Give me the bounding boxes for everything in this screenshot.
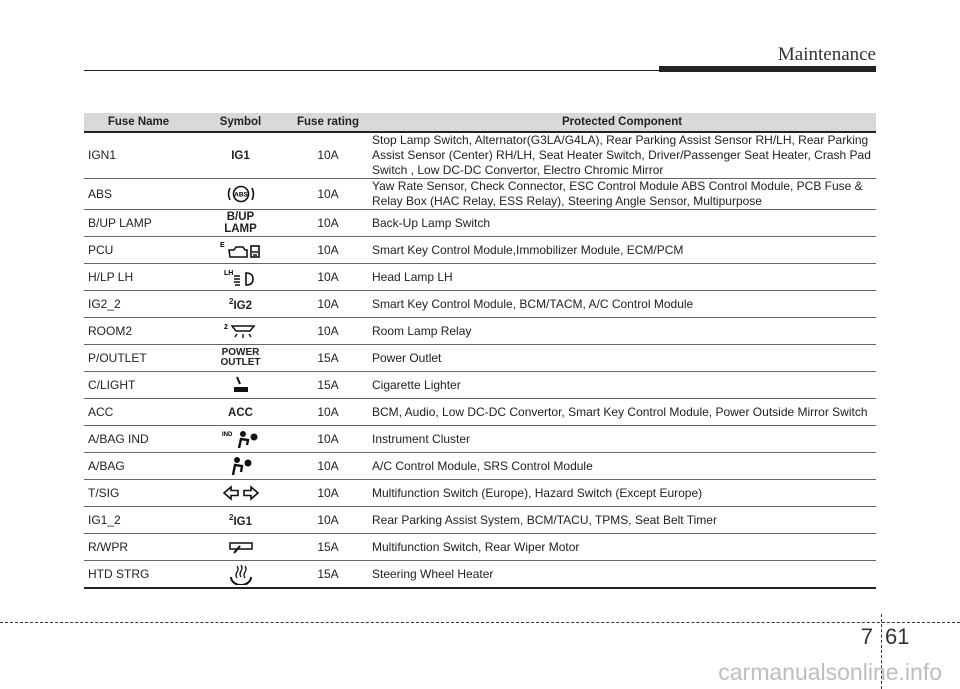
fuse-name-cell: PCU [84, 237, 193, 264]
fuse-name-cell: HTD STRG [84, 561, 193, 589]
fuse-name-cell: IG2_2 [84, 291, 193, 318]
fuse-rating-cell: 10A [288, 453, 368, 480]
page-number: 61 [885, 624, 910, 649]
protected-component-cell: Multifunction Switch (Europe), Hazard Switch (Except Europe) [368, 480, 876, 507]
protected-component-cell: Room Lamp Relay [368, 318, 876, 345]
watermark: carmanualsonline.info [718, 659, 942, 685]
cigarette-lighter-icon [228, 374, 254, 396]
protected-component-cell: Smart Key Control Module,Immobilizer Module, ECM/PCM [368, 237, 876, 264]
fuse-rating-cell: 15A [288, 534, 368, 561]
fuse-rating-cell: 10A [288, 399, 368, 426]
header-rule-thin [84, 70, 660, 71]
fuse-name-cell: ROOM2 [84, 318, 193, 345]
symbol-cell [193, 210, 288, 237]
table-row [84, 318, 876, 345]
symbol-cell [193, 179, 288, 210]
table-row [84, 561, 876, 589]
header-rule-thick [659, 66, 876, 72]
symbol-cell [193, 372, 288, 399]
turn-signal-icon [222, 484, 260, 502]
symbol-cell [193, 345, 288, 372]
column-header-fuse-rating: Fuse rating [288, 113, 368, 132]
table-row [84, 179, 876, 210]
symbol-cell [193, 264, 288, 291]
table-header-row [84, 113, 876, 132]
engine-control-icon [219, 240, 263, 260]
svg-text:LH: LH [223, 270, 233, 277]
symbol-cell [193, 534, 288, 561]
table-row [84, 345, 876, 372]
symbol-label: IG1 [231, 150, 250, 162]
fuse-name-cell: P/OUTLET [84, 345, 193, 372]
fuse-table [84, 113, 876, 589]
airbag-indicator-icon [221, 428, 261, 450]
fuse-name-cell: R/WPR [84, 534, 193, 561]
airbag-icon [226, 455, 256, 477]
table-row [84, 399, 876, 426]
table-row [84, 534, 876, 561]
fuse-rating-cell: 10A [288, 480, 368, 507]
fuse-name-cell: A/BAG IND [84, 426, 193, 453]
fuse-rating-cell: 10A [288, 426, 368, 453]
section-title: Maintenance [777, 44, 876, 65]
svg-text:IND: IND [221, 432, 232, 438]
symbol-superscript: 2 [229, 296, 234, 306]
symbol-cell [193, 291, 288, 318]
symbol-label: B/UP LAMP [224, 210, 257, 235]
svg-text:2: 2 [223, 324, 228, 331]
fuse-name-cell: C/LIGHT [84, 372, 193, 399]
fuse-rating-cell: 10A [288, 318, 368, 345]
fuse-rating-cell: 10A [288, 210, 368, 237]
protected-component-cell: A/C Control Module, SRS Control Module [368, 453, 876, 480]
fuse-name-cell: ABS [84, 179, 193, 210]
fuse-rating-cell: 15A [288, 561, 368, 589]
symbol-cell [193, 237, 288, 264]
symbol-cell [193, 453, 288, 480]
table-row [84, 264, 876, 291]
protected-component-cell: Instrument Cluster [368, 426, 876, 453]
protected-component-cell: Cigarette Lighter [368, 372, 876, 399]
fuse-rating-cell: 15A [288, 372, 368, 399]
svg-text:ABS: ABS [233, 191, 248, 199]
fuse-name-cell: H/LP LH [84, 264, 193, 291]
protected-component-cell: Yaw Rate Sensor, Check Connector, ESC Control Module ABS Control Module, PCB Fuse & Relay Box (HAC Relay, ESS Relay), Steering Angle Sensor, Multipurpose [368, 179, 876, 210]
symbol-cell [193, 561, 288, 589]
table-row [84, 291, 876, 318]
symbol-cell [193, 426, 288, 453]
symbol-label [229, 296, 252, 312]
symbol-label [229, 512, 252, 528]
fuse-rating-cell: 10A [288, 179, 368, 210]
symbol-cell [193, 132, 288, 179]
symbol-label: ACC [228, 406, 253, 419]
table-row [84, 372, 876, 399]
fuse-rating-cell: 10A [288, 291, 368, 318]
headlamp-icon [223, 267, 259, 287]
heated-steering-icon [226, 563, 256, 585]
fuse-name-cell: A/BAG [84, 453, 193, 480]
table-row [84, 507, 876, 534]
protected-component-cell: Rear Parking Assist System, BCM/TACU, TPMS, Seat Belt Timer [368, 507, 876, 534]
chapter-number: 7 [860, 624, 873, 649]
protected-component-cell: BCM, Audio, Low DC-DC Convertor, Smart Key Control Module, Power Outside Mirror Switch [368, 399, 876, 426]
protected-component-cell: Back-Up Lamp Switch [368, 210, 876, 237]
protected-component-cell: Head Lamp LH [368, 264, 876, 291]
table-row [84, 453, 876, 480]
rear-wiper-icon [226, 537, 256, 557]
symbol-cell [193, 480, 288, 507]
protected-component-cell: Steering Wheel Heater [368, 561, 876, 589]
protected-component-cell: Smart Key Control Module, BCM/TACM, A/C Control Module [368, 291, 876, 318]
symbol-cell [193, 399, 288, 426]
symbol-label: POWER OUTLET [220, 346, 261, 368]
abs-icon [226, 183, 256, 205]
room-lamp-icon [223, 321, 259, 341]
fuse-rating-cell: 10A [288, 237, 368, 264]
table-row [84, 210, 876, 237]
table-row [84, 480, 876, 507]
protected-component-cell: Power Outlet [368, 345, 876, 372]
fuse-name-cell: IG1_2 [84, 507, 193, 534]
protected-component-cell: Stop Lamp Switch, Alternator(G3LA/G4LA), Rear Parking Assist Sensor RH/LH, Rear Parking Assist Sensor (Center) RH/LH, Seat Heater Switch, Driver/Passenger Seat Heater, Crash Pad Switch , Low DC-DC Convertor, Electro Chromic Mirror [368, 132, 876, 179]
symbol-cell [193, 318, 288, 345]
fuse-name-cell: B/UP LAMP [84, 210, 193, 237]
fuse-table-body [84, 132, 876, 588]
column-header-protected-component: Protected Component [368, 113, 876, 132]
protected-component-cell: Multifunction Switch, Rear Wiper Motor [368, 534, 876, 561]
fuse-name-cell: IGN1 [84, 132, 193, 179]
symbol-text: IG1 [233, 515, 252, 528]
symbol-cell [193, 507, 288, 534]
table-row [84, 426, 876, 453]
table-row [84, 132, 876, 179]
symbol-superscript: 2 [229, 512, 234, 522]
svg-text:E: E [219, 242, 225, 249]
fuse-rating-cell: 10A [288, 507, 368, 534]
fuse-rating-cell: 10A [288, 132, 368, 179]
table-row [84, 237, 876, 264]
fuse-name-cell: T/SIG [84, 480, 193, 507]
fuse-rating-cell: 10A [288, 264, 368, 291]
fuse-name-cell: ACC [84, 399, 193, 426]
fuse-rating-cell: 15A [288, 345, 368, 372]
symbol-text: IG2 [233, 299, 252, 312]
column-header-fuse-name: Fuse Name [84, 113, 193, 132]
footer-rule [0, 622, 960, 623]
column-header-symbol: Symbol [193, 113, 288, 132]
